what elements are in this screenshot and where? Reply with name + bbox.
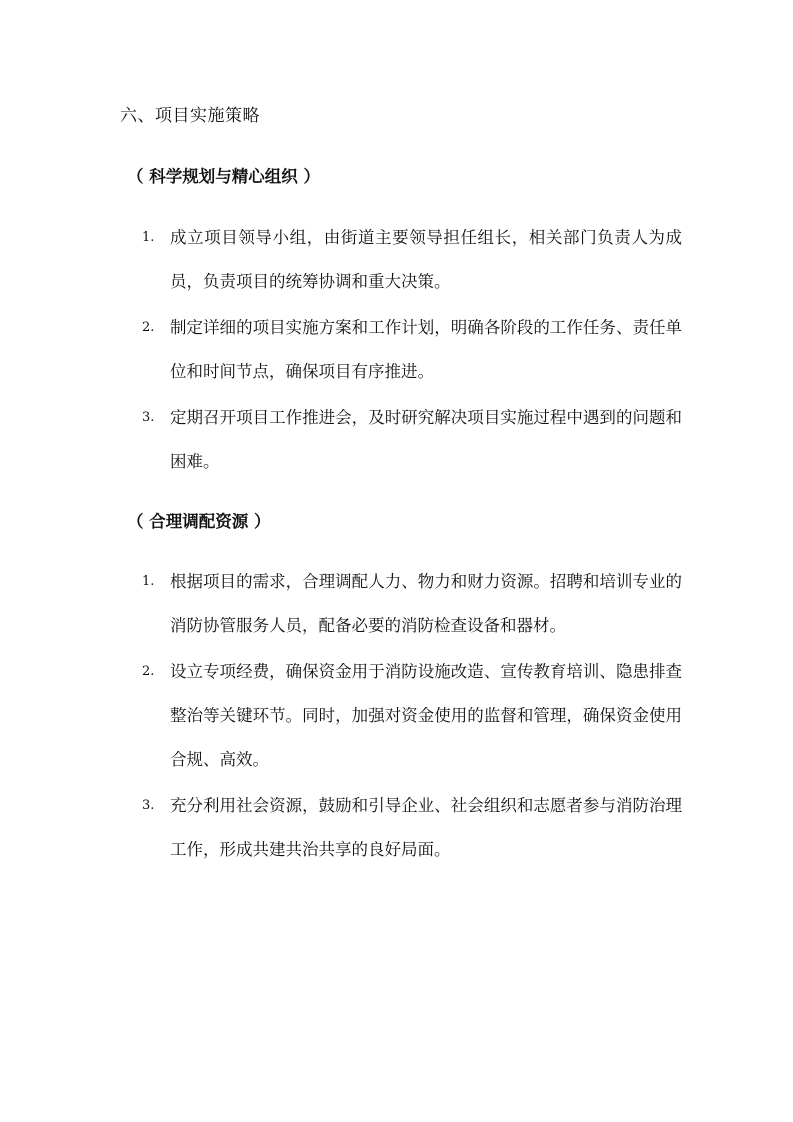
- list-item-text: 定期召开项目工作推进会，及时研究解决项目实施过程中遇到的问题和困难。: [170, 408, 682, 471]
- section-title: 六、项目实施策略: [120, 106, 260, 126]
- subheading-resources: （ 合理调配资源 ）: [127, 512, 271, 531]
- list-item-number: 1.: [142, 230, 155, 245]
- planning-list: [142, 216, 682, 484]
- list-item-number: 2.: [142, 320, 155, 335]
- list-item: [142, 306, 682, 394]
- list-item: [142, 560, 682, 648]
- list-item-number: 2.: [142, 664, 155, 679]
- list-item: [142, 784, 682, 872]
- list-item-text: 根据项目的需求，合理调配人力、物力和财力资源。招聘和培训专业的消防协管服务人员，配备必要的消防检查设备和器材。: [170, 572, 682, 635]
- resources-list: [142, 560, 682, 872]
- list-item-number: 1.: [142, 574, 155, 589]
- list-item-text: 制定详细的项目实施方案和工作计划，明确各阶段的工作任务、责任单位和时间节点，确保项目有序推进。: [170, 318, 682, 381]
- list-item-text: 充分利用社会资源，鼓励和引导企业、社会组织和志愿者参与消防治理工作，形成共建共治共享的良好局面。: [170, 796, 682, 859]
- list-item: [142, 396, 682, 484]
- list-item-text: 设立专项经费，确保资金用于消防设施改造、宣传教育培训、隐患排查整治等关键环节。同时，加强对资金使用的监督和管理，确保资金使用合规、高效。: [170, 662, 682, 769]
- subheading-planning: （ 科学规划与精心组织 ）: [127, 167, 320, 186]
- list-item: [142, 216, 682, 304]
- list-item: [142, 650, 682, 782]
- list-item-number: 3.: [142, 798, 155, 813]
- list-item-text: 成立项目领导小组，由街道主要领导担任组长，相关部门负责人为成员，负责项目的统筹协调和重大决策。: [170, 228, 682, 291]
- list-item-number: 3.: [142, 410, 155, 425]
